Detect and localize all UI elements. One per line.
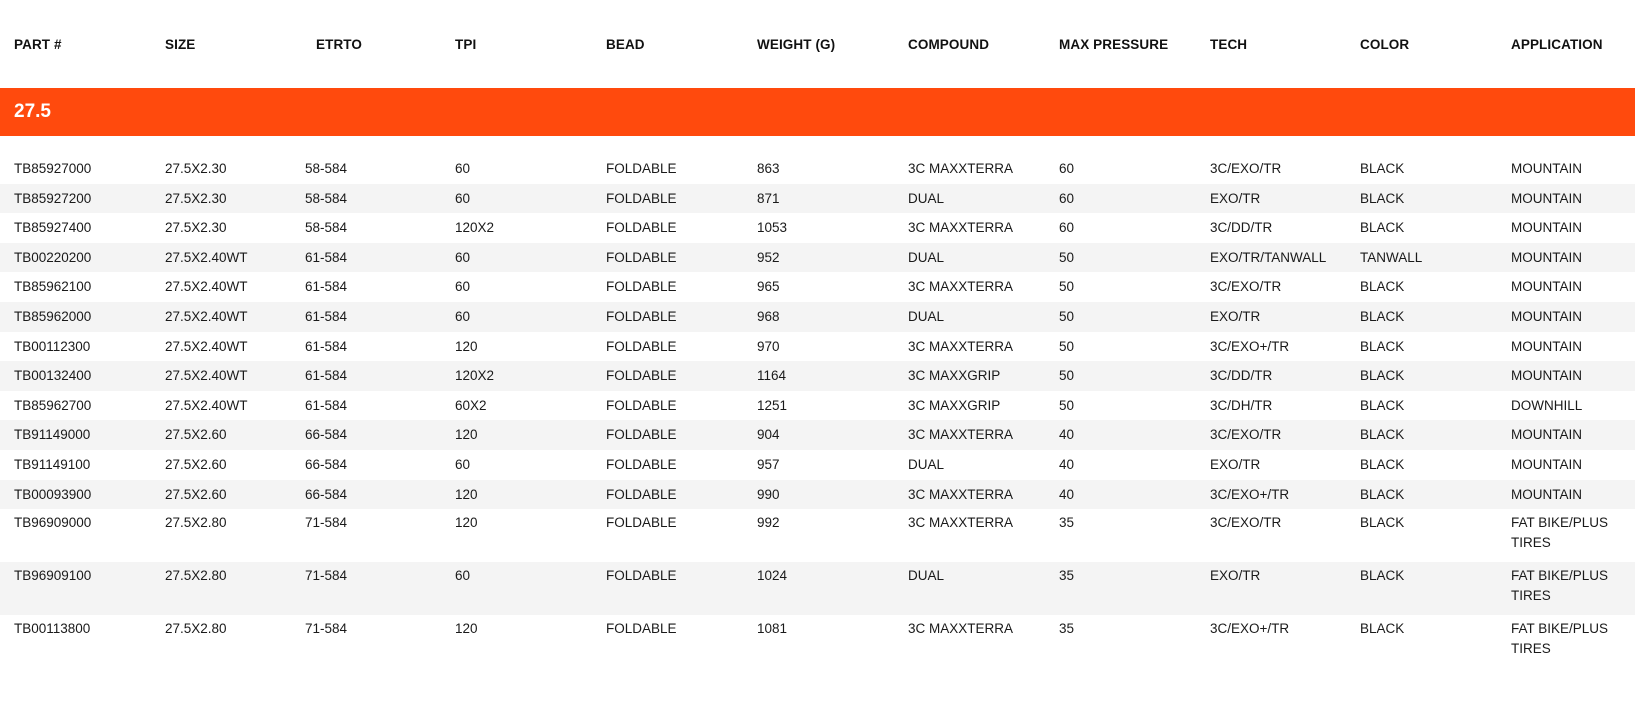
cell-part-number: TB85927400: [14, 220, 92, 236]
table-row: [0, 420, 1635, 450]
cell-max-pressure: 35: [1059, 621, 1075, 637]
cell-bead: FOLDABLE: [606, 220, 677, 236]
cell-bead: FOLDABLE: [592, 480, 743, 510]
cell-application: MOUNTAIN: [1497, 361, 1635, 391]
cell-color: BLACK: [1360, 515, 1405, 531]
cell-color: BLACK: [1346, 420, 1497, 450]
cell-max-pressure: 50: [1045, 302, 1196, 332]
column-header-tpi: TPI: [455, 36, 477, 52]
cell-tpi: 60: [441, 243, 592, 273]
cell-etrto: 61-584: [291, 361, 441, 391]
cell-tech: 3C/EXO+/TR: [1196, 480, 1346, 510]
cell-max-pressure: 35: [1045, 562, 1196, 615]
cell-application: MOUNTAIN: [1497, 302, 1635, 332]
table-row: [0, 272, 1635, 302]
cell-etrto: 61-584: [305, 397, 348, 413]
cell-weight: 863: [757, 161, 780, 177]
cell-tech: 3C/DH/TR: [1210, 397, 1273, 413]
cell-etrto: 71-584: [305, 515, 348, 531]
cell-tech: 3C/EXO+/TR: [1210, 621, 1290, 637]
cell-size: 27.5X2.60: [151, 420, 291, 450]
cell-bead: FOLDABLE: [592, 361, 743, 391]
cell-size: 27.5X2.30: [151, 184, 291, 214]
cell-part-number: TB00132400: [0, 361, 151, 391]
cell-part-number: TB91149000: [0, 420, 151, 450]
column-header-size: SIZE: [165, 36, 196, 52]
cell-color: BLACK: [1346, 480, 1497, 510]
cell-weight: 968: [743, 302, 894, 332]
cell-size: 27.5X2.40WT: [165, 397, 248, 413]
cell-application: MOUNTAIN: [1511, 456, 1582, 472]
section-header-row: [0, 88, 1635, 136]
cell-weight: 952: [743, 243, 894, 273]
cell-etrto: 66-584: [291, 480, 441, 510]
cell-compound: DUAL: [894, 302, 1045, 332]
cell-tpi: 120: [441, 420, 592, 450]
cell-etrto: 66-584: [305, 456, 348, 472]
cell-tech: 3C/EXO+/TR: [1210, 338, 1290, 354]
column-header-max-pressure: MAX PRESSURE: [1059, 36, 1169, 52]
cell-tech: EXO/TR: [1196, 302, 1346, 332]
cell-bead: FOLDABLE: [606, 515, 677, 531]
table-row: [0, 332, 1635, 362]
cell-application: MOUNTAIN: [1511, 338, 1582, 354]
cell-weight: 1024: [743, 562, 894, 615]
table-body: [0, 88, 1635, 668]
cell-weight: 871: [743, 184, 894, 214]
cell-tpi: 120: [455, 621, 478, 637]
cell-color: BLACK: [1360, 279, 1405, 295]
cell-tpi: 60: [441, 184, 592, 214]
cell-color: BLACK: [1360, 397, 1405, 413]
cell-application: MOUNTAIN: [1497, 243, 1635, 273]
cell-size: 27.5X2.40WT: [165, 338, 248, 354]
cell-bead: FOLDABLE: [592, 184, 743, 214]
cell-tpi: 60X2: [455, 397, 487, 413]
cell-etrto: 71-584: [305, 621, 348, 637]
cell-size: 27.5X2.80: [165, 621, 227, 637]
cell-compound: 3C MAXXTERRA: [908, 338, 1014, 354]
cell-bead: FOLDABLE: [592, 302, 743, 332]
cell-part-number: TB85927200: [0, 184, 151, 214]
cell-compound: 3C MAXXTERRA: [908, 161, 1014, 177]
cell-max-pressure: 40: [1045, 420, 1196, 450]
cell-weight: 965: [757, 279, 780, 295]
section-label: 27.5: [0, 88, 1635, 136]
column-header-application: APPLICATION: [1511, 36, 1603, 52]
cell-tech: EXO/TR: [1196, 562, 1346, 615]
cell-part-number: TB85927000: [14, 161, 92, 177]
cell-max-pressure: 50: [1045, 361, 1196, 391]
cell-tech: 3C/EXO/TR: [1196, 420, 1346, 450]
cell-color: BLACK: [1360, 621, 1405, 637]
cell-application: MOUNTAIN: [1511, 279, 1582, 295]
cell-max-pressure: 35: [1059, 515, 1075, 531]
table-row: [0, 615, 1635, 668]
cell-etrto: 66-584: [291, 420, 441, 450]
cell-size: 27.5X2.40WT: [151, 361, 291, 391]
cell-color: BLACK: [1360, 161, 1405, 177]
cell-etrto: 61-584: [305, 279, 348, 295]
cell-color: BLACK: [1360, 220, 1405, 236]
cell-bead: FOLDABLE: [606, 621, 677, 637]
cell-application: MOUNTAIN: [1511, 220, 1582, 236]
cell-tpi: 60: [441, 562, 592, 615]
cell-bead: FOLDABLE: [592, 243, 743, 273]
cell-bead: FOLDABLE: [592, 420, 743, 450]
cell-application: MOUNTAIN: [1511, 161, 1582, 177]
cell-application: MOUNTAIN: [1497, 184, 1635, 214]
cell-bead: FOLDABLE: [592, 562, 743, 615]
cell-tech: 3C/DD/TR: [1210, 220, 1273, 236]
column-header-compound: COMPOUND: [908, 36, 990, 52]
cell-max-pressure: 60: [1059, 220, 1075, 236]
cell-color: BLACK: [1360, 338, 1405, 354]
cell-weight: 1251: [757, 397, 788, 413]
cell-tpi: 60: [455, 279, 471, 295]
cell-tech: 3C/EXO/TR: [1210, 515, 1282, 531]
cell-compound: 3C MAXXTERRA: [908, 515, 1014, 531]
cell-size: 27.5X2.80: [151, 562, 291, 615]
cell-part-number: TB85962000: [0, 302, 151, 332]
cell-max-pressure: 50: [1059, 338, 1075, 354]
cell-part-number: TB96909000: [14, 515, 92, 531]
cell-tech: 3C/EXO/TR: [1210, 161, 1282, 177]
cell-etrto: 61-584: [291, 302, 441, 332]
table-row: [0, 562, 1635, 615]
cell-compound: DUAL: [894, 184, 1045, 214]
cell-compound: 3C MAXXTERRA: [894, 420, 1045, 450]
cell-weight: 1164: [743, 361, 894, 391]
cell-size: 27.5X2.60: [165, 456, 227, 472]
cell-part-number: TB00093900: [0, 480, 151, 510]
cell-max-pressure: 60: [1059, 161, 1075, 177]
cell-tech: EXO/TR/TANWALL: [1196, 243, 1346, 273]
cell-application: FAT BIKE/PLUS TIRES: [1497, 562, 1635, 615]
cell-etrto: 61-584: [305, 338, 348, 354]
cell-max-pressure: 40: [1045, 480, 1196, 510]
cell-application: FAT BIKE/PLUS TIRES: [1511, 621, 1609, 656]
table-row: [0, 361, 1635, 391]
cell-weight: 1081: [757, 621, 788, 637]
cell-compound: 3C MAXXGRIP: [894, 361, 1045, 391]
cell-part-number: TB96909100: [0, 562, 151, 615]
table-row: [0, 450, 1635, 480]
cell-tech: EXO/TR: [1210, 456, 1261, 472]
cell-application: DOWNHILL: [1511, 397, 1583, 413]
cell-compound: 3C MAXXTERRA: [908, 220, 1014, 236]
column-header-color: COLOR: [1360, 36, 1410, 52]
cell-weight: 990: [743, 480, 894, 510]
table-row: [0, 213, 1635, 243]
cell-weight: 904: [743, 420, 894, 450]
cell-compound: 3C MAXXTERRA: [908, 621, 1014, 637]
cell-size: 27.5X2.40WT: [151, 302, 291, 332]
table-row: [0, 154, 1635, 184]
cell-compound: DUAL: [908, 456, 945, 472]
cell-bead: FOLDABLE: [606, 161, 677, 177]
cell-tech: EXO/TR: [1196, 184, 1346, 214]
cell-max-pressure: 50: [1059, 279, 1075, 295]
cell-bead: FOLDABLE: [606, 279, 677, 295]
column-header-etrto: ETRTO: [316, 36, 363, 52]
cell-compound: DUAL: [894, 243, 1045, 273]
cell-application: FAT BIKE/PLUS TIRES: [1511, 515, 1609, 550]
table-row: [0, 302, 1635, 332]
cell-etrto: 61-584: [291, 243, 441, 273]
cell-size: 27.5X2.30: [165, 220, 227, 236]
cell-color: BLACK: [1346, 361, 1497, 391]
cell-part-number: TB85962100: [14, 279, 92, 295]
cell-size: 27.5X2.40WT: [165, 279, 248, 295]
cell-bead: FOLDABLE: [606, 397, 677, 413]
column-header-bead: BEAD: [606, 36, 645, 52]
cell-weight: 957: [757, 456, 780, 472]
cell-etrto: 71-584: [291, 562, 441, 615]
cell-bead: FOLDABLE: [606, 456, 677, 472]
cell-tpi: 120: [455, 338, 478, 354]
cell-etrto: 58-584: [305, 220, 348, 236]
cell-part-number: TB91149100: [14, 456, 91, 472]
table-header-row: [0, 0, 1635, 88]
cell-etrto: 58-584: [305, 161, 348, 177]
cell-tpi: 120: [441, 480, 592, 510]
cell-max-pressure: 50: [1059, 397, 1075, 413]
cell-application: MOUNTAIN: [1497, 420, 1635, 450]
cell-compound: DUAL: [894, 562, 1045, 615]
cell-tpi: 60: [455, 161, 471, 177]
cell-size: 27.5X2.80: [165, 515, 227, 531]
cell-compound: 3C MAXXGRIP: [908, 397, 1001, 413]
cell-compound: 3C MAXXTERRA: [908, 279, 1014, 295]
cell-weight: 970: [757, 338, 780, 354]
cell-tpi: 120X2: [441, 361, 592, 391]
cell-max-pressure: 40: [1059, 456, 1075, 472]
cell-part-number: TB00112300: [14, 338, 91, 354]
column-header-tech: TECH: [1210, 36, 1248, 52]
cell-tpi: 60: [455, 456, 471, 472]
cell-size: 27.5X2.40WT: [151, 243, 291, 273]
cell-compound: 3C MAXXTERRA: [894, 480, 1045, 510]
cell-part-number: TB00113800: [14, 621, 91, 637]
cell-color: BLACK: [1346, 184, 1497, 214]
cell-color: BLACK: [1360, 456, 1405, 472]
table-row: [0, 243, 1635, 273]
column-header-part-number: PART #: [14, 36, 62, 52]
table-row: [0, 391, 1635, 421]
cell-part-number: TB00220200: [0, 243, 151, 273]
cell-size: 27.5X2.60: [151, 480, 291, 510]
column-header-weight: WEIGHT (G): [757, 36, 836, 52]
cell-part-number: TB85962700: [14, 397, 92, 413]
table-row: [0, 480, 1635, 510]
cell-size: 27.5X2.30: [165, 161, 227, 177]
cell-max-pressure: 50: [1045, 243, 1196, 273]
cell-tpi: 120X2: [455, 220, 495, 236]
cell-color: BLACK: [1346, 562, 1497, 615]
cell-max-pressure: 60: [1045, 184, 1196, 214]
cell-tech: 3C/EXO/TR: [1210, 279, 1282, 295]
cell-application: MOUNTAIN: [1497, 480, 1635, 510]
cell-weight: 1053: [757, 220, 788, 236]
cell-weight: 992: [757, 515, 780, 531]
cell-bead: FOLDABLE: [606, 338, 677, 354]
cell-tpi: 120: [455, 515, 478, 531]
cell-etrto: 58-584: [291, 184, 441, 214]
cell-color: BLACK: [1346, 302, 1497, 332]
section-spacer: [0, 136, 1635, 154]
cell-color: TANWALL: [1346, 243, 1497, 273]
cell-tech: 3C/DD/TR: [1196, 361, 1346, 391]
table-row: [0, 509, 1635, 562]
table-row: [0, 184, 1635, 214]
cell-tpi: 60: [441, 302, 592, 332]
